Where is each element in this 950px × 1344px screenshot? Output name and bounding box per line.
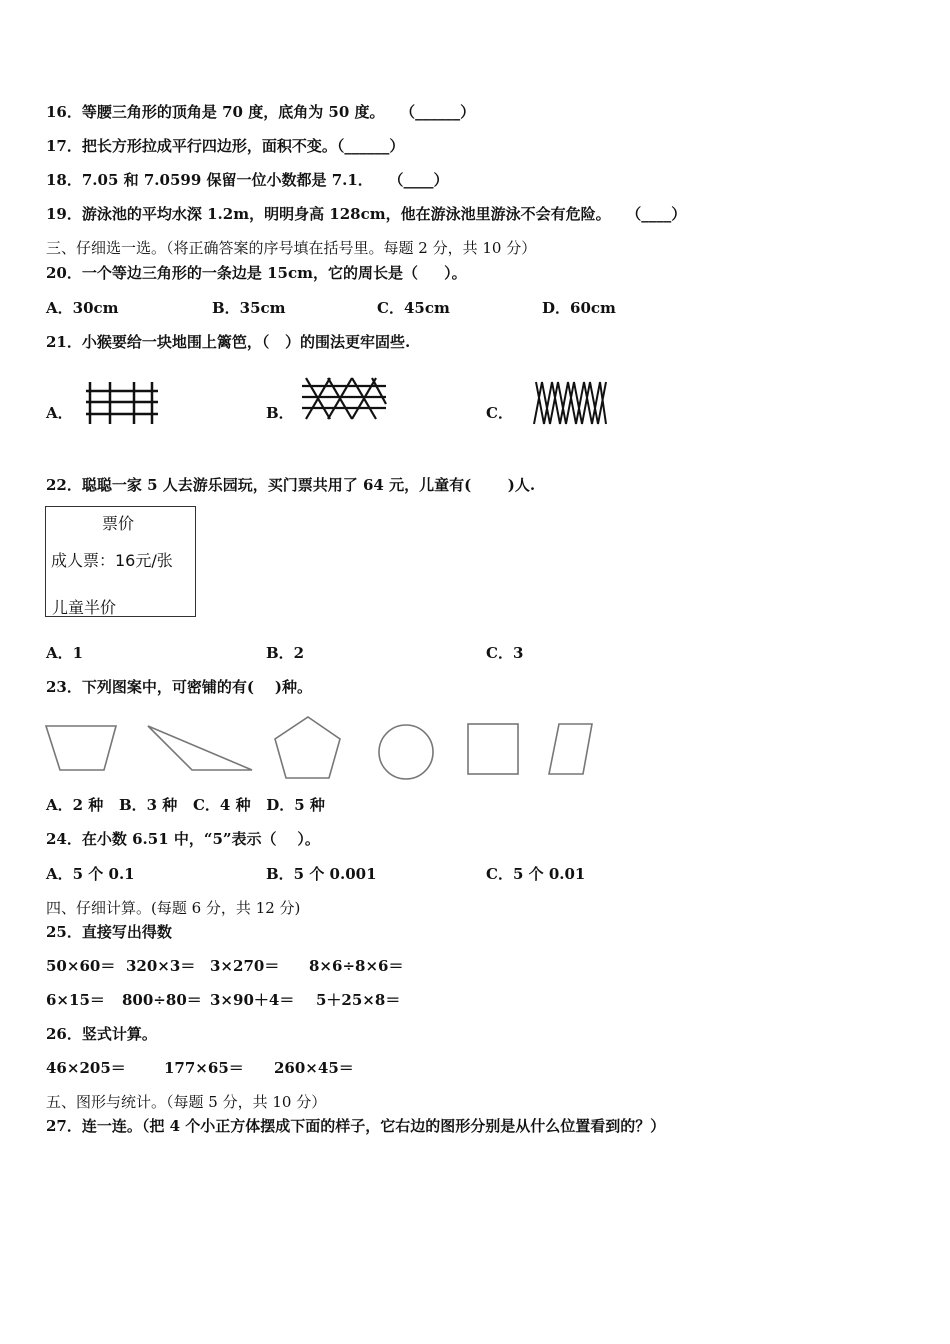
triangle-shape [148, 726, 252, 770]
q23-options: A．2 种 B．3 种 C．4 种 D．5 种 [46, 796, 325, 814]
question-20: 20．一个等边三角形的一条边是 15cm，它的周长是（ ）。 [46, 264, 467, 282]
calc-item: 177×65＝ [164, 1059, 244, 1077]
ticket-child-price: 儿童半价 [52, 598, 117, 617]
question-27: 27．连一连。（把 4 个小正方体摆成下面的样子，它右边的图形分别是从什么位置看到的？） [46, 1117, 666, 1135]
calc-item: 3×90＋4＝ [210, 991, 295, 1009]
question-17: 17．把长方形拉成平行四边形，面积不变。（______） [46, 137, 405, 155]
zigzag-fence-figure [530, 380, 610, 426]
section-4-heading: 四、仔细计算。(每题 6 分，共 12 分) [46, 899, 301, 917]
section-3-heading: 三、仔细选一选。（将正确答案的序号填在括号里。每题 2 分，共 10 分） [46, 239, 537, 257]
tessellation-shapes-figure [40, 712, 600, 784]
question-18: 18．7.05 和 7.0599 保留一位小数都是 7.1． （____） [46, 171, 449, 189]
q20-option-c: C．45cm [377, 299, 450, 317]
question-19: 19．游泳池的平均水深 1.2m，明明身高 128cm，他在游泳池里游泳不会有危险。 （____） [46, 205, 687, 223]
cross-fence-figure [300, 374, 390, 422]
question-24: 24．在小数 6.51 中，“5”表示（ ）。 [46, 830, 320, 848]
q20-option-d: D．60cm [542, 299, 616, 317]
question-22: 22．聪聪一家 5 人去游乐园玩，买门票共用了 64 元，儿童有( )人. [46, 476, 536, 494]
q21-option-a: A． [46, 404, 73, 422]
grid-fence-figure [84, 380, 160, 426]
q20-option-b: B．35cm [212, 299, 286, 317]
q24-option-c: C．5 个 0.01 [486, 865, 586, 883]
calc-item: 8×6÷8×6＝ [309, 957, 404, 975]
ticket-title: 票价 [102, 514, 135, 533]
question-26: 26．竖式计算。 [46, 1025, 157, 1043]
calc-item: 6×15＝ [46, 991, 105, 1009]
q22-option-a: A．1 [46, 644, 84, 662]
q22-option-b: B．2 [266, 644, 305, 662]
question-21: 21．小猴要给一块地围上篱笆，（ ）的围法更牢固些. [46, 333, 411, 351]
q21-option-c: C． [486, 404, 513, 422]
calc-item: 800÷80＝ [122, 991, 202, 1009]
parallelogram-shape [549, 724, 592, 774]
calc-item: 260×45＝ [274, 1059, 354, 1077]
calc-item: 5＋25×8＝ [316, 991, 401, 1009]
calc-item: 50×60＝ [46, 957, 116, 975]
section-5-heading: 五、图形与统计。（每题 5 分，共 10 分） [46, 1093, 327, 1111]
ticket-adult-price: 成人票：16元/张 [51, 551, 173, 570]
question-16: 16．等腰三角形的顶角是 70 度，底角为 50 度。 （______） [46, 103, 476, 121]
q21-option-b: B． [266, 404, 294, 422]
circle-shape [379, 725, 433, 779]
calc-item: 46×205＝ [46, 1059, 126, 1077]
q24-option-a: A．5 个 0.1 [46, 865, 135, 883]
ticket-price-box [45, 506, 196, 617]
q20-option-a: A．30cm [46, 299, 119, 317]
question-25: 25．直接写出得数 [46, 923, 172, 941]
square-shape [468, 724, 518, 774]
calc-item: 320×3＝ [126, 957, 196, 975]
question-23: 23．下列图案中，可密铺的有( )种。 [46, 678, 312, 696]
q24-option-b: B．5 个 0.001 [266, 865, 377, 883]
calc-item: 3×270＝ [210, 957, 280, 975]
q22-option-c: C．3 [486, 644, 524, 662]
pentagon-shape [275, 717, 340, 778]
trapezoid-shape [46, 726, 116, 770]
